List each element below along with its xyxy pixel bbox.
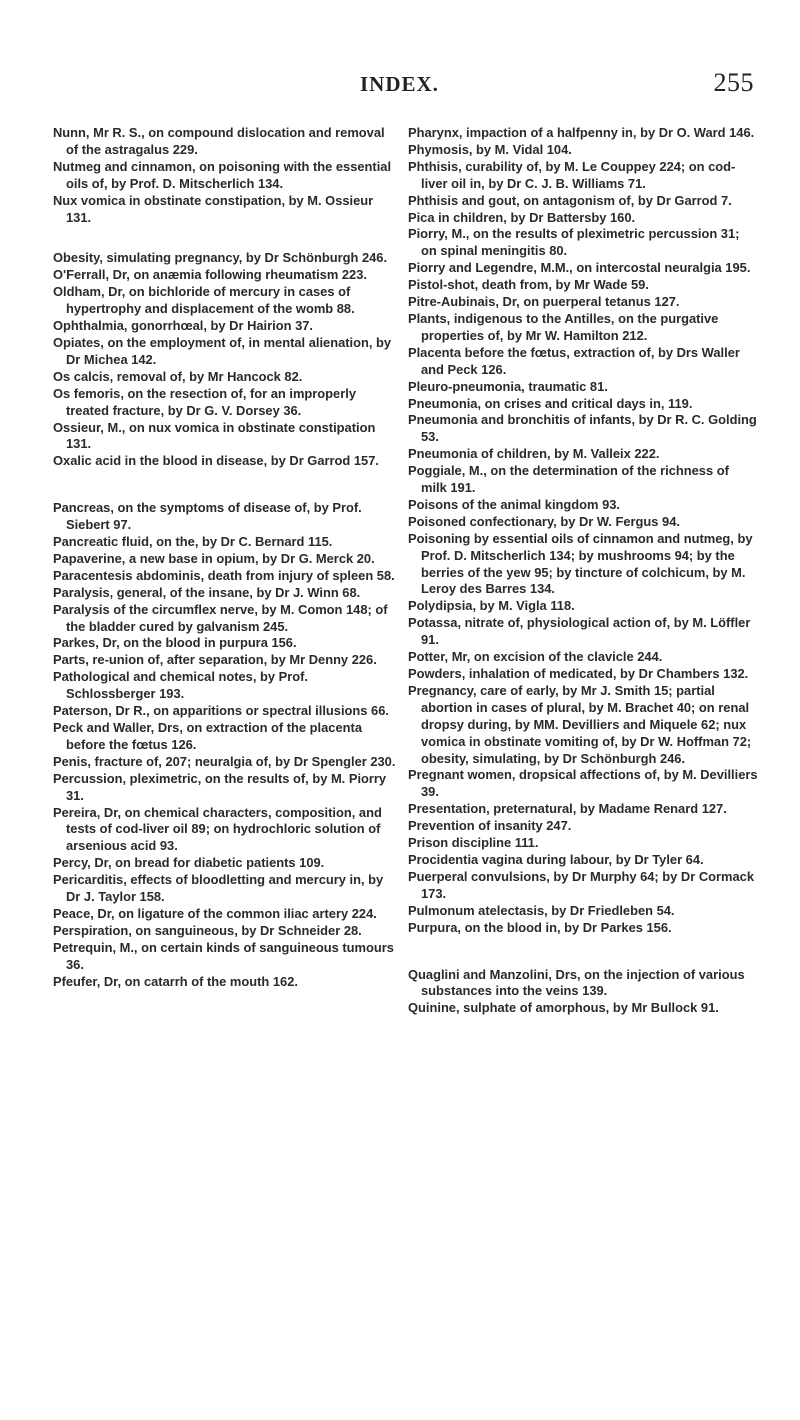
index-entry: Phymosis, by M. Vidal 104. [408, 141, 572, 157]
index-entry: Papaverine, a new base in opium, by Dr G. Merck 20. [53, 550, 375, 566]
index-entry: Pulmonum atelectasis, by Dr Friedleben 54. [408, 902, 675, 918]
index-entry: Poisoned confectionary, by Dr W. Fergus 94. [408, 513, 680, 529]
index-entry: Phthisis and gout, on antagonism of, by Dr Garrod 7. [408, 192, 732, 208]
index-entry: Os femoris, on the resection of, for an improperly treated fracture, by Dr G. V. Dorsey 36. [53, 385, 356, 418]
index-entry: Pharynx, impaction of a halfpenny in, by Dr O. Ward 146. [408, 125, 755, 140]
index-entry: Oldham, Dr, on bichloride of mercury in cases of hypertrophy and displacement of the womb 88. [53, 284, 355, 317]
index-entry: Pleuro-pneumonia, traumatic 81. [408, 378, 608, 394]
index-entry: Parkes, Dr, on the blood in purpura 156. [53, 635, 297, 651]
index-entry: Os calcis, removal of, by Mr Hancock 82. [53, 368, 303, 384]
index-entry: O'Ferrall, Dr, on anæmia following rheumatism 223. [53, 267, 367, 283]
index-entry: Parts, re-union of, after separation, by Mr Denny 226. [53, 652, 377, 668]
index-entry: Peck and Waller, Drs, on extraction of the placenta before the fœtus 126. [53, 720, 362, 752]
index-entry: Obesity, simulating pregnancy, by Dr Schönburgh 246. [53, 250, 388, 266]
index-entry: Piorry and Legendre, M.M., on intercostal neuralgia 195. [408, 260, 751, 276]
index-entry: Potter, Mr, on excision of the clavicle 244. [408, 649, 663, 665]
index-entry: Poggiale, M., on the determination of the richness of milk 191. [408, 463, 729, 496]
index-entry: Phthisis, curability of, by M. Le Couppey 224; on cod-liver oil in, by Dr C. J. B. Williams 71. [408, 158, 736, 191]
index-entry: Ossieur, M., on nux vomica in obstinate constipation 131. [53, 419, 376, 452]
index-entry: Pathological and chemical notes, by Prof. Schlossberger 193. [53, 669, 309, 702]
index-entry: Pfeufer, Dr, on catarrh of the mouth 162. [53, 973, 298, 989]
left-column [53, 125, 398, 991]
index-entry: Pancreas, on the symptoms of disease of, by Prof. Siebert 97. [53, 500, 362, 533]
index-entry: Pneumonia and bronchitis of infants, by Dr R. C. Golding 53. [408, 412, 757, 445]
index-entry: Nunn, Mr R. S., on compound dislocation and removal of the astragalus 229. [53, 125, 385, 157]
index-entry: Pistol-shot, death from, by Mr Wade 59. [408, 277, 649, 293]
index-entry: Powders, inhalation of medicated, by Dr Chambers 132. [408, 666, 749, 681]
index-entry: Paterson, Dr R., on apparitions or spectral illusions 66. [53, 703, 389, 719]
index-entry: Oxalic acid in the blood in disease, by Dr Garrod 157. [53, 453, 379, 469]
index-entry: Nutmeg and cinnamon, on poisoning with the essential oils of, by Prof. D. Mitscherlich 134. [53, 158, 392, 191]
index-entry: Quaglini and Manzolini, Drs, on the injection of various substances into the veins 139. [408, 966, 745, 999]
index-entry: Puerperal convulsions, by Dr Murphy 64; by Dr Cormack 173. [408, 868, 754, 901]
index-entry: Perspiration, on sanguineous, by Dr Schneider 28. [53, 922, 362, 938]
index-entry: Plants, indigenous to the Antilles, on the purgative properties of, by Mr W. Hamilton 212. [408, 310, 719, 343]
index-entry: Piorry, M., on the results of pleximetric percussion 31; on spinal meningitis 80. [408, 226, 740, 259]
index-entry: Pregnant women, dropsical affections of, by M. Devilliers 39. [408, 767, 758, 800]
index-entry: Percy, Dr, on bread for diabetic patients 109. [53, 855, 325, 871]
index-entry: Pregnancy, care of early, by Mr J. Smith 15; partial abortion in cases of plural, by M. Brachet 40; on renal dropsy during, by MM. Devilliers and Miquele 62; nux vomica in obstinate vomiting of, by Dr W. Hoffman 72; obesity, simulating, by Dr Schönburgh 246. [408, 682, 752, 766]
index-entry: Prison discipline 111. [408, 835, 539, 851]
index-entry: Pneumonia of children, by M. Valleix 222. [408, 446, 660, 462]
index-entry: Ophthalmia, gonorrhœal, by Dr Hairion 37. [53, 318, 313, 334]
page-header [0, 68, 800, 102]
index-entry: Procidentia vagina during labour, by Dr Tyler 64. [408, 851, 704, 867]
index-entry: Opiates, on the employment of, in mental alienation, by Dr Michea 142. [53, 334, 392, 367]
index-entry: Quinine, sulphate of amorphous, by Mr Bullock 91. [408, 1000, 719, 1016]
index-entry: Nux vomica in obstinate constipation, by M. Ossieur 131. [53, 192, 374, 225]
index-entry: Pericarditis, effects of bloodletting and mercury in, by Dr J. Taylor 158. [53, 872, 384, 905]
index-entry: Paralysis of the circumflex nerve, by M. Comon 148; of the bladder cured by galvanism 245. [53, 601, 388, 634]
index-entry: Paralysis, general, of the insane, by Dr J. Winn 68. [53, 584, 361, 600]
right-column [408, 125, 758, 1017]
index-entry: Purpura, on the blood in, by Dr Parkes 156. [408, 919, 672, 935]
index-entry: Penis, fracture of, 207; neuralgia of, by Dr Spengler 230. [53, 753, 396, 769]
index-entry: Prevention of insanity 247. [408, 818, 572, 834]
index-entry: Petrequin, M., on certain kinds of sanguineous tumours 36. [53, 939, 394, 972]
index-entry: Pitre-Aubinais, Dr, on puerperal tetanus 127. [408, 294, 680, 310]
index-entry: Percussion, pleximetric, on the results of, by M. Piorry 31. [53, 770, 387, 803]
index-entry: Pereira, Dr, on chemical characters, composition, and tests of cod-liver oil 89; on hydrochloric solution of arsenious acid 93. [53, 804, 382, 854]
index-entry: Presentation, preternatural, by Madame Renard 127. [408, 801, 727, 817]
index-entry: Pica in children, by Dr Battersby 160. [408, 209, 636, 225]
index-entry: Paracentesis abdominis, death from injury of spleen 58. [53, 567, 395, 583]
index-entry: Pancreatic fluid, on the, by Dr C. Bernard 115. [53, 534, 333, 550]
index-entry: Potassa, nitrate of, physiological action of, by M. Löffler 91. [408, 615, 751, 648]
index-entry: Peace, Dr, on ligature of the common iliac artery 224. [53, 905, 377, 921]
page-number: 255 [713, 68, 754, 97]
index-entry: Placenta before the fœtus, extraction of, by Drs Waller and Peck 126. [408, 344, 740, 377]
index-entry: Polydipsia, by M. Vigla 118. [408, 598, 575, 614]
index-entry: Poisoning by essential oils of cinnamon and nutmeg, by Prof. D. Mitscherlich 134; by mushrooms 94; by the berries of the yew 95; by tincture of colchicum, by M. Leroy des Barres 134. [408, 530, 753, 597]
index-entry: Pneumonia, on crises and critical days in, 119. [408, 395, 693, 411]
index-entry: Poisons of the animal kingdom 93. [408, 496, 621, 512]
running-title: INDEX. [360, 72, 439, 96]
